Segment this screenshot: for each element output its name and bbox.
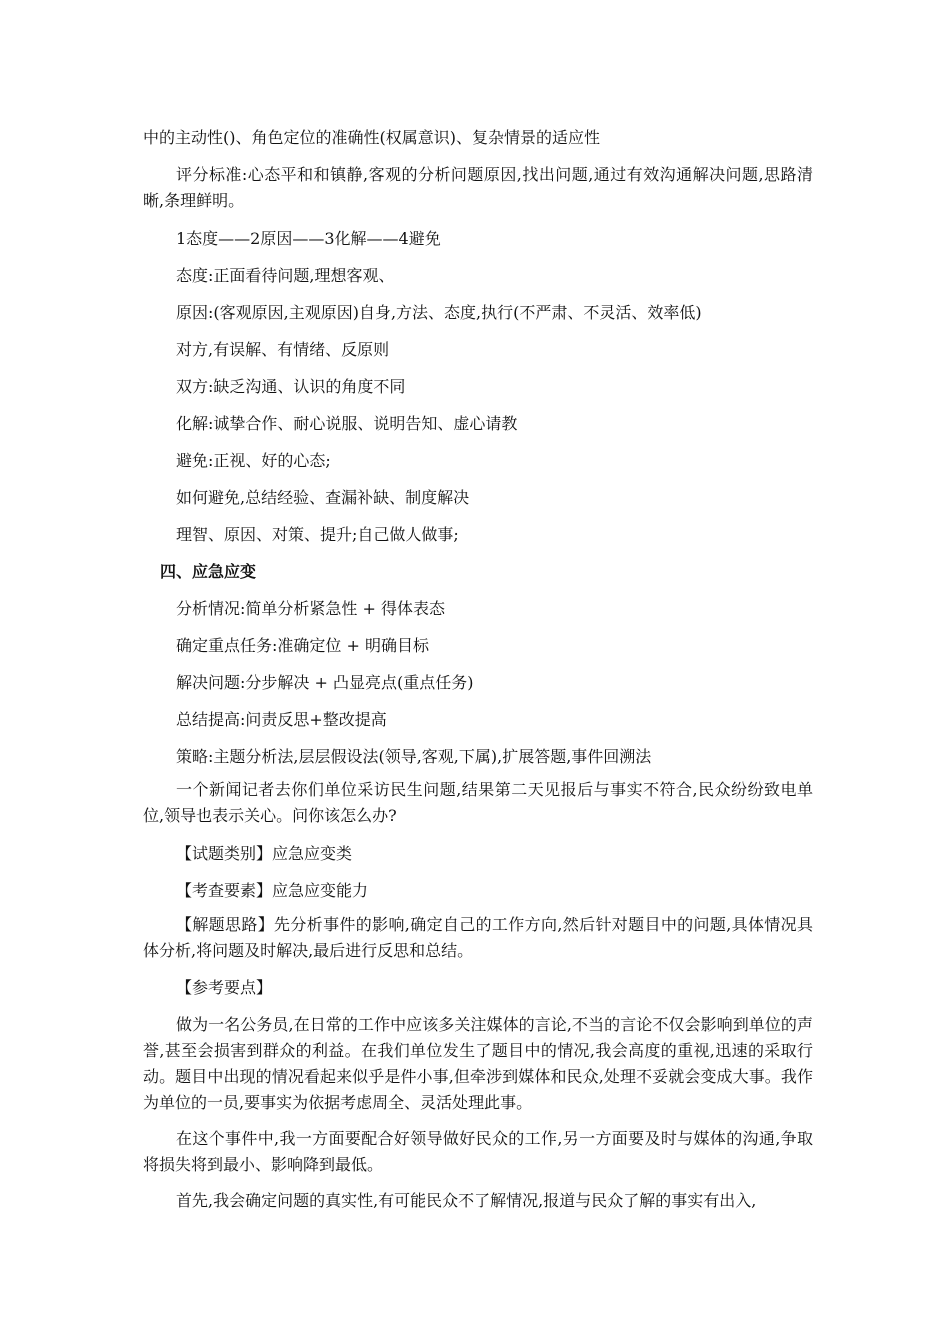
key-task-line: 确定重点任务:准确定位 + 明确目标 — [176, 636, 429, 655]
analyze-line: 分析情况:简单分析紧急性 + 得体表态 — [176, 599, 445, 618]
approach-paragraph: 【解题思路】先分析事件的影响,确定自己的工作方向,然后针对题目中的问题,具体情况具体分析,将问题及时解决,最后进行反思和总结。 — [143, 915, 813, 960]
question-paragraph: 一个新闻记者去你们单位采访民生问题,结果第二天见报后与事实不符合,民众纷纷致电单位,领导也表示关心。问你该怎么办? — [143, 780, 813, 825]
section-heading: 四、应急应变 — [160, 562, 257, 581]
strategy-line: 策略:主题分析法,层层假设法(领导,客观,下属),扩展答题,事件回溯法 — [176, 747, 652, 766]
other-party-line: 对方,有误解、有情绪、反原则 — [176, 340, 390, 359]
category-line: 【试题类别】应急应变类 — [176, 844, 353, 863]
attitude-line: 态度:正面看待问题,理想客观、 — [176, 266, 395, 285]
body-paragraph-3: 首先,我会确定问题的真实性,有可能民众不了解情况,报道与民众了解的事实有出入, — [176, 1191, 757, 1210]
elements-line: 【考查要素】应急应变能力 — [176, 881, 369, 900]
steps-summary: 1态度——2原因——3化解——4避免 — [176, 229, 441, 248]
summary-line: 理智、原因、对策、提升;自己做人做事; — [176, 525, 459, 544]
causes-line: 原因:(客观原因,主观原因)自身,方法、态度,执行(不严肃、不灵活、效率低) — [176, 303, 702, 322]
resolve-line: 化解:诚挚合作、耐心说服、说明告知、虚心请教 — [176, 414, 518, 433]
scoring-standard-paragraph: 评分标准:心态平和和镇静,客观的分析问题原因,找出问题,通过有效沟通解决问题,思路清晰,条理鲜明。 — [143, 165, 813, 210]
body-paragraph-1: 做为一名公务员,在日常的工作中应该多关注媒体的言论,不当的言论不仅会影响到单位的声誉,甚至会损害到群众的利益。在我们单位发生了题目中的情况,我会高度的重视,迅速的采取行动。题目中出现的情况看起来似乎是件小事,但牵涉到媒体和民众,处理不妥就会变成大事。我作为单位的一员,要事实为依据考虑周全、灵活处理此事。 — [143, 1015, 813, 1112]
conclude-line: 总结提高:问责反思+整改提高 — [176, 710, 387, 729]
avoid-line: 避免:正视、好的心态; — [176, 451, 331, 470]
text-line: 中的主动性()、角色定位的准确性(权属意识)、复杂情景的适应性 — [143, 128, 600, 147]
reference-heading: 【参考要点】 — [176, 978, 273, 997]
how-avoid-line: 如何避免,总结经验、查漏补缺、制度解决 — [176, 488, 470, 507]
body-paragraph-2: 在这个事件中,我一方面要配合好领导做好民众的工作,另一方面要及时与媒体的沟通,争取将损失将到最小、影响降到最低。 — [143, 1129, 813, 1174]
both-parties-line: 双方:缺乏沟通、认识的角度不同 — [176, 377, 406, 396]
solve-line: 解决问题:分步解决 + 凸显亮点(重点任务) — [176, 673, 474, 692]
